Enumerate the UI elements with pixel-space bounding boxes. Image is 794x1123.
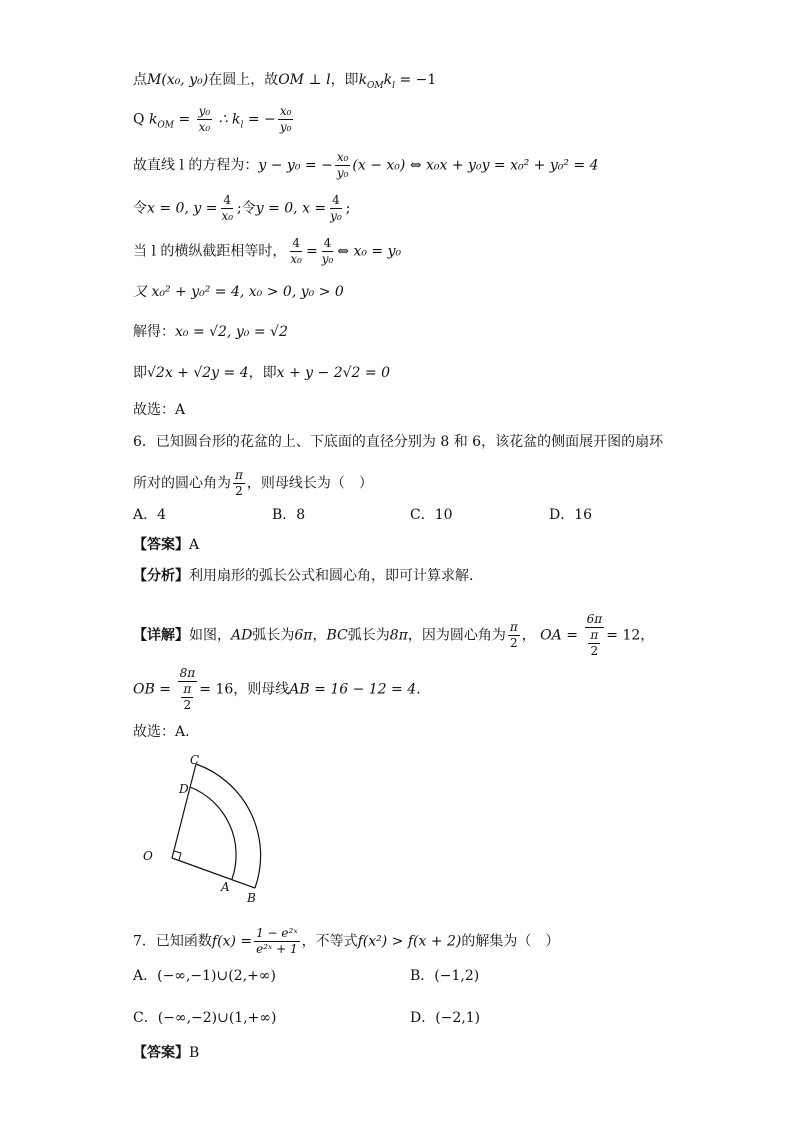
numerator: 8π xyxy=(179,666,196,680)
segment-ob xyxy=(172,858,255,888)
q7-option-b: B．(−1,2) xyxy=(410,968,480,984)
math: x₀ = √2, y₀ = √2 xyxy=(175,324,288,340)
math: x = 0, y = xyxy=(147,200,218,217)
solution-line-7 xyxy=(133,322,288,342)
numerator: 1 − e²ˣ xyxy=(256,926,298,940)
q6-detail-2 xyxy=(133,666,421,713)
text: 7．已知函数 xyxy=(133,933,212,950)
inner-arc-da xyxy=(190,787,236,879)
math: f(x²) > f(x + 2) xyxy=(357,933,462,950)
math: f(x) = xyxy=(211,933,253,950)
q7-answer xyxy=(133,1043,199,1063)
text: 弧长为 xyxy=(347,627,390,644)
numerator: 4 xyxy=(332,193,340,207)
numerator: x₀ xyxy=(279,104,292,118)
label-b: B xyxy=(247,891,256,905)
math: √2x + √2y = 4 xyxy=(147,365,249,381)
numerator: π xyxy=(183,682,192,696)
denominator: x₀ xyxy=(221,209,234,223)
q7-stem xyxy=(133,926,559,957)
answer-label: 【答案】 xyxy=(133,537,189,553)
q7-option-d: D．(−2,1) xyxy=(410,1010,481,1026)
answer-value: A xyxy=(189,537,200,553)
numerator: y₀ xyxy=(198,104,211,118)
text: 所对的圆心角为 xyxy=(133,475,231,492)
math: k xyxy=(358,72,368,88)
fraction xyxy=(320,236,336,267)
fraction xyxy=(278,104,294,135)
math: (x − x₀) ⇔ x₀x + y₀y = x₀² + y₀² = 4 xyxy=(352,157,599,174)
denominator: 2 xyxy=(509,636,518,650)
fraction xyxy=(335,150,351,181)
text: 点 xyxy=(133,72,147,88)
label-c: C xyxy=(190,753,200,767)
fraction xyxy=(181,682,193,713)
denominator xyxy=(584,628,604,659)
analysis-label: 【分析】 xyxy=(133,568,189,584)
analysis-text: 利用扇形的弧长公式和圆心角，即可计算求解. xyxy=(189,568,474,584)
solution-line-3 xyxy=(133,150,599,181)
numerator: π xyxy=(590,628,599,642)
solution-line-2 xyxy=(133,104,295,136)
math: AD xyxy=(231,627,253,644)
answer-label: 【答案】 xyxy=(133,1045,189,1061)
text: 6．已知圆台形的花盆的上、下底面的直径分别为 8 和 6，该花盆的侧面展开图的扇环 xyxy=(133,434,664,450)
fraction xyxy=(219,193,235,224)
math: = xyxy=(174,111,191,128)
sector-ring-figure xyxy=(130,750,290,910)
q6-option-a: A．4 xyxy=(133,507,167,523)
solution-line-9 xyxy=(133,400,185,420)
math: OA = xyxy=(540,627,578,644)
text: 在圆上，故 xyxy=(208,72,279,88)
math: k xyxy=(383,72,393,88)
numerator: 4 xyxy=(223,193,232,207)
text: 故直线 l 的方程为： xyxy=(133,157,259,174)
math: ⇔ x₀ = y₀ xyxy=(337,243,402,260)
math: k xyxy=(148,111,158,128)
text: 即 xyxy=(133,365,147,381)
fraction xyxy=(254,926,300,957)
denominator: y₀ xyxy=(279,120,292,134)
math: x + y − 2√2 = 0 xyxy=(276,365,390,381)
text: Q xyxy=(133,111,145,128)
text: 的解集为（ ） xyxy=(461,933,560,950)
label-o: O xyxy=(143,849,153,863)
fraction xyxy=(177,666,197,713)
text: ; xyxy=(345,200,351,217)
math-sub: l xyxy=(392,81,396,91)
q6-option-d: D．16 xyxy=(549,507,593,523)
math-sub: l xyxy=(240,120,244,131)
text: 故选：A. xyxy=(133,724,190,740)
text: . xyxy=(416,681,421,698)
fraction xyxy=(233,468,245,499)
answer-value: B xyxy=(189,1045,200,1061)
text: 令 xyxy=(133,200,147,217)
fraction xyxy=(508,620,520,651)
math: = − xyxy=(243,111,276,128)
text: 如图， xyxy=(189,627,231,644)
math: 8π xyxy=(389,627,408,644)
math: y = 0, x = xyxy=(255,200,327,217)
q6-option-b: B．8 xyxy=(272,507,306,523)
denominator: 2 xyxy=(235,484,243,498)
fraction xyxy=(288,236,304,267)
text: ， xyxy=(640,627,655,644)
denominator: e²ˣ + 1 xyxy=(256,942,298,956)
math: = −1 xyxy=(395,72,437,88)
denominator: x₀ xyxy=(198,120,211,134)
math: AB = 16 − 12 = 4 xyxy=(289,681,417,698)
segment-oc xyxy=(172,764,196,858)
numerator: 4 xyxy=(323,236,332,250)
solution-line-1 xyxy=(133,70,436,96)
text: ，不等式 xyxy=(301,933,358,950)
fraction xyxy=(328,193,344,224)
text: 弧长为 xyxy=(252,627,295,644)
text: ， xyxy=(521,627,536,644)
text: ;令 xyxy=(237,200,256,217)
text: ，则母线长为（ ） xyxy=(246,475,373,492)
denominator: y₀ xyxy=(330,209,342,223)
text: ，因为圆心角为 xyxy=(407,627,506,644)
q6-answer xyxy=(133,535,199,555)
math: ∴ k xyxy=(214,111,241,128)
numerator: 4 xyxy=(292,236,300,250)
fraction xyxy=(197,104,213,135)
q6-detail-1 xyxy=(133,612,654,659)
math-sub: OM xyxy=(367,81,384,91)
q6-option-c: C．10 xyxy=(410,507,453,523)
label-a: A xyxy=(221,880,230,894)
q6-choose xyxy=(133,722,190,742)
detail-label: 【详解】 xyxy=(133,627,189,644)
text: ， xyxy=(312,627,327,644)
text: 解得： xyxy=(133,324,175,340)
text: ，则母线 xyxy=(233,681,290,698)
math: OB = xyxy=(133,681,171,698)
math: = 12 xyxy=(606,627,641,644)
solution-line-6 xyxy=(133,282,344,302)
text: ，即 xyxy=(330,72,359,88)
denominator xyxy=(177,682,197,713)
solution-line-8 xyxy=(133,363,390,383)
math: 6π xyxy=(294,627,313,644)
denominator: 2 xyxy=(590,644,599,658)
solution-line-5 xyxy=(133,236,401,267)
math: = xyxy=(305,243,318,260)
denominator: y₀ xyxy=(321,252,334,266)
q6-stem-2 xyxy=(133,468,373,499)
math: OM ⊥ l xyxy=(278,72,331,88)
q7-option-c: C．(−∞,−2)∪(1,+∞) xyxy=(133,1010,277,1026)
math: = 16 xyxy=(199,681,234,698)
text: 当 l 的横纵截距相等时， xyxy=(133,243,287,260)
fraction xyxy=(588,628,600,659)
label-d: D xyxy=(179,782,189,796)
denominator: 2 xyxy=(183,698,192,712)
fraction xyxy=(584,612,604,659)
math-sub: OM xyxy=(157,120,175,131)
math: 又 x₀² + y₀² = 4, x₀ > 0, y₀ > 0 xyxy=(133,284,344,300)
numerator: π xyxy=(235,468,243,482)
solution-line-4 xyxy=(133,193,350,224)
text: 故选：A xyxy=(133,402,186,418)
q6-stem-1 xyxy=(133,432,663,452)
denominator: y₀ xyxy=(336,166,349,180)
numerator: π xyxy=(509,620,518,634)
math: y − y₀ = − xyxy=(258,157,333,174)
q6-analysis xyxy=(133,566,473,586)
numerator: x₀ xyxy=(336,150,349,164)
outer-arc-cb xyxy=(196,764,261,888)
denominator: x₀ xyxy=(290,252,302,266)
math: BC xyxy=(326,627,348,644)
numerator: 6π xyxy=(586,612,603,626)
q7-option-a: A．(−∞,−1)∪(2,+∞) xyxy=(133,968,276,984)
text: ，即 xyxy=(248,365,277,381)
math: M(x₀, y₀) xyxy=(147,72,209,88)
